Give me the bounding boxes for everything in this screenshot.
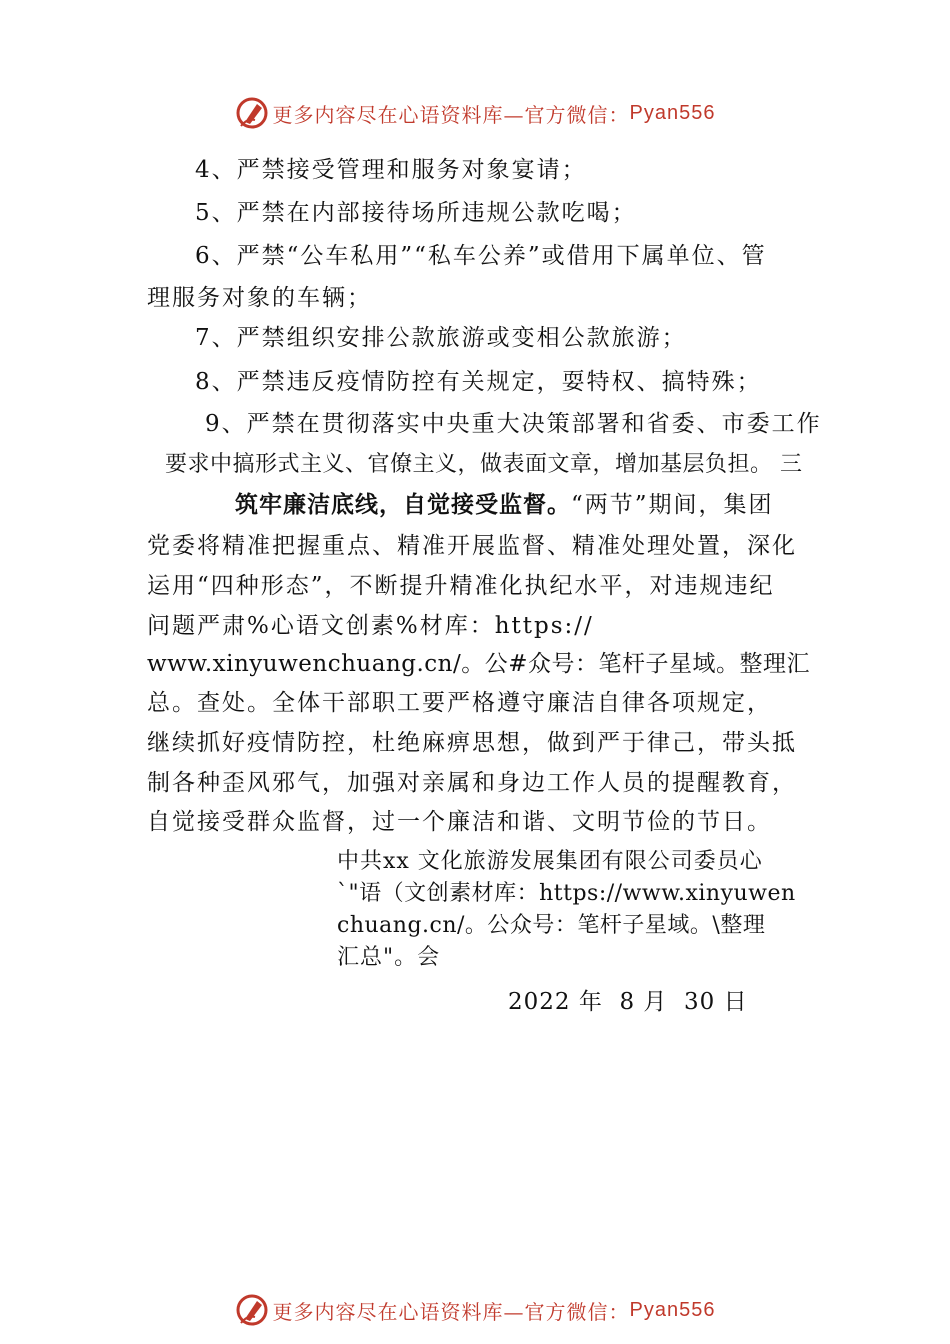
item-5: 5、严禁在内部接待场所违规公款吃喝； [195, 200, 637, 226]
item-8: 8、严禁违反疫情防控有关规定，耍特权、搞特殊； [195, 369, 762, 395]
section-3-line: www.xinyuwenchuang.cn/。公#众号：笔杆子星域。整理汇 [147, 651, 810, 677]
signature-line: 汇总"。会 [337, 945, 441, 970]
item-7: 7、严禁组织安排公款旅游或变相公款旅游； [195, 325, 687, 351]
banner-handle: Pyan556 [629, 1298, 716, 1321]
banner-handle: Pyan556 [629, 101, 716, 124]
item-6-line-2: 理服务对象的车辆； [147, 285, 372, 311]
item-4: 4、严禁接受管理和服务对象宴请； [195, 157, 587, 183]
pen-nib-logo-icon [235, 96, 269, 130]
section-3-heading-tail: “两节”期间，集团 [571, 492, 774, 518]
signature-line: 中共xx 文化旅游发展集团有限公司委员心 [337, 849, 763, 874]
item-9-line-2: 要求中搞形式主义、官僚主义，做表面文章，增加基层负担。 三 [165, 452, 803, 477]
pen-nib-logo-icon [235, 1293, 269, 1327]
section-3-line: 党委将精准把握重点、精准开展监督、精准处理处置，深化 [147, 533, 797, 559]
item-9-line-1: 9、严禁在贯彻落实中央重大决策部署和省委、市委工作 [205, 411, 822, 437]
banner-text: 更多内容尽在心语资料库—官方微信： [272, 102, 630, 127]
item-6-line-1: 6、严禁“公车私用”“私车公养”或借用下属单位、管 [195, 243, 767, 269]
section-3-line: 制各种歪风邪气，加强对亲属和身边工作人员的提醒教育， [147, 770, 797, 796]
section-3-line: 总。查处。全体干部职工要严格遵守廉洁自律各项规定， [147, 690, 772, 716]
signature-date: 2022 年 8 月 30 日 [508, 989, 748, 1015]
section-3-line: 自觉接受群众监督，过一个廉洁和谐、文明节俭的节日。 [147, 809, 772, 835]
banner-text: 更多内容尽在心语资料库—官方微信： [272, 1299, 630, 1324]
section-3-heading: 筑牢廉洁底线，自觉接受监督。 [235, 492, 571, 518]
section-3-line: 问题严肃%心语文创素%材库：https:// [147, 613, 594, 639]
section-3-heading-line [235, 489, 774, 521]
signature-line: `"语（文创素材库：https://www.xinyuwen [337, 881, 796, 906]
section-3-line: 运用“四种形态”，不断提升精准化执纪水平，对违规违纪 [147, 573, 775, 599]
section-3-line: 继续抓好疫情防控，杜绝麻痹思想，做到严于律己，带头抵 [147, 730, 797, 756]
header-banner [0, 93, 950, 133]
signature-line: chuang.cn/。公众号：笔杆子星域。\整理 [337, 913, 766, 938]
footer-banner [0, 1290, 950, 1330]
